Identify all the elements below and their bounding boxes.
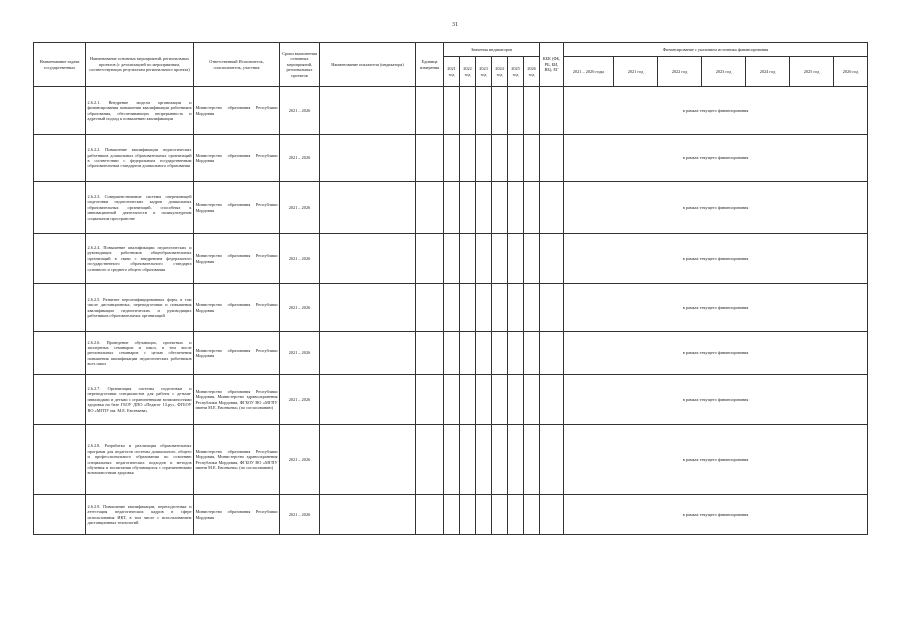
responsible-cell: Министерство образования Республики Мордовия, Министерство здравоохранения Республики Мордовия, ФГБОУ ВО «МГПУ имени М.Е. Евсевьева» (по согласованию) [194,375,280,425]
target-value-cell [444,425,460,495]
term-cell: 2021 – 2026 [280,425,320,495]
target-value-cell [524,375,540,425]
target-value-cell [444,182,460,234]
target-value-cell [460,234,476,284]
task-cell [34,284,86,332]
target-value-cell [476,284,492,332]
header-term: Сроки выполнения основных мероприятий, региональных проектов [280,43,320,87]
term-cell: 2021 – 2026 [280,284,320,332]
target-value-cell [492,135,508,182]
finance-cell: в рамках текущего финансирования [564,495,868,535]
target-value-cell [460,495,476,535]
target-value-cell [460,284,476,332]
target-value-cell [444,332,460,375]
target-value-cell [508,135,524,182]
term-cell: 2021 – 2026 [280,87,320,135]
header-year: 2024 год [492,57,508,87]
header-measure: Наименование основных мероприятий, региональных проектов (с детализацией по мероприятиям, соответствующих результатам регионального проекта) [86,43,194,87]
finance-cell: в рамках текущего финансирования [564,375,868,425]
target-value-cell [476,425,492,495]
header-year: 2023 год [476,57,492,87]
target-value-cell [476,182,492,234]
indicator-cell [320,375,416,425]
target-value-cell [524,425,540,495]
target-value-cell [492,375,508,425]
target-value-cell [460,87,476,135]
header-responsible: Ответственный Исполнитель, соисполнитель, участник [194,43,280,87]
term-cell: 2021 – 2026 [280,182,320,234]
task-cell [34,495,86,535]
indicator-cell [320,332,416,375]
responsible-cell: Министерство образования Республики Мордовия [194,87,280,135]
target-value-cell [524,234,540,284]
target-value-cell [476,234,492,284]
target-value-cell [524,135,540,182]
finance-cell: в рамках текущего финансирования [564,87,868,135]
target-value-cell [524,495,540,535]
measure-cell: 2.6.2.7. Организация системы подготовки и переподготовки специалистов для работы с детьми-инвалидами и детьми с ограниченными возможностями здоровья на базе ГБОУ ДПО «Педагог 13.ру», ФГБОУ ВО «МГПУ им. М.Е. Евсевьева» [86,375,194,425]
header-year: 2021 год [444,57,460,87]
target-value-cell [460,332,476,375]
target-value-cell [508,182,524,234]
finance-cell: в рамках текущего финансирования [564,284,868,332]
measure-cell: 2.6.2.3. Совершенствование системы опережающей подготовки педагогических кадров дошкольных образовательных организаций, способных к инновационной деятельности в поликультурном социальном пространстве [86,182,194,234]
table-row [34,284,868,332]
target-value-cell [460,182,476,234]
page-number: 31 [452,22,458,28]
responsible-cell: Министерство образования Республики Мордовия [194,135,280,182]
finance-cell: в рамках текущего финансирования [564,135,868,182]
measure-cell: 2.6.2.1. Внедрение модели организации и финансирования повышения квалификации работников образования, обеспечивающих непрерывность и адресный подход к повышению квалификации [86,87,194,135]
task-cell [34,375,86,425]
target-value-cell [524,332,540,375]
indicator-cell [320,495,416,535]
target-value-cell [492,87,508,135]
target-value-cell [508,332,524,375]
target-value-cell [508,234,524,284]
target-value-cell [476,332,492,375]
table-row [34,495,868,535]
header-finance-group: Финансирование с указанием источника финансирования [564,43,868,57]
header-fin-year: 2022 год [658,57,702,87]
target-value-cell [444,495,460,535]
kbk-cell [540,87,564,135]
target-value-cell [444,87,460,135]
target-value-cell [492,284,508,332]
unit-cell [416,87,444,135]
unit-cell [416,332,444,375]
indicator-cell [320,87,416,135]
target-value-cell [444,284,460,332]
target-value-cell [444,234,460,284]
kbk-cell [540,495,564,535]
target-value-cell [476,375,492,425]
table-row [34,182,868,234]
target-value-cell [492,234,508,284]
header-fin-year: 2024 год [746,57,790,87]
table-row [34,87,868,135]
term-cell: 2021 – 2026 [280,234,320,284]
indicator-cell [320,182,416,234]
kbk-cell [540,332,564,375]
finance-cell: в рамках текущего финансирования [564,332,868,375]
table-row [34,234,868,284]
indicator-cell [320,234,416,284]
finance-cell: в рамках текущего финансирования [564,234,868,284]
responsible-cell: Министерство образования Республики Мордовия [194,332,280,375]
table-row [34,425,868,495]
task-cell [34,425,86,495]
target-value-cell [460,135,476,182]
target-value-cell [492,332,508,375]
header-unit: Единица измерения [416,43,444,87]
task-cell [34,332,86,375]
target-value-cell [476,495,492,535]
header-fin-year: 2026 год [834,57,868,87]
kbk-cell [540,425,564,495]
term-cell: 2021 – 2026 [280,495,320,535]
target-value-cell [444,135,460,182]
target-value-cell [492,425,508,495]
header-fin-year: 2021 – 2026 годы [564,57,614,87]
unit-cell [416,425,444,495]
task-cell [34,87,86,135]
responsible-cell: Министерство образования Республики Мордовия [194,182,280,234]
indicator-cell [320,284,416,332]
table-row [34,332,868,375]
target-value-cell [460,425,476,495]
header-kbk: КБК (ФБ, РБ, БИ, ВБ), ЕГ [540,43,564,87]
measure-cell: 2.6.2.5. Развитие персонифицированных форм, в том числе дистанционных, переподготовки и повышения квалификации педагогических и руководящих работников образовательных организаций [86,284,194,332]
unit-cell [416,182,444,234]
header-year: 2022 год [460,57,476,87]
task-cell [34,234,86,284]
term-cell: 2021 – 2026 [280,375,320,425]
target-value-cell [476,135,492,182]
indicator-cell [320,425,416,495]
responsible-cell: Министерство образования Республики Мордовия, Министерство здравоохранения Республики Мордовия, ФГБОУ ВО «МГПУ имени М.Е. Евсевьева» (по согласованию) [194,425,280,495]
kbk-cell [540,284,564,332]
target-value-cell [508,375,524,425]
kbk-cell [540,234,564,284]
target-value-cell [524,284,540,332]
measure-cell: 2.6.2.2. Повышение квалификации педагогических работников дошкольных образовательных организаций в соответствии с федеральным государственным образовательным стандартом дошкольного образования [86,135,194,182]
measure-cell: 2.6.2.4. Повышение квалификации педагогических и руководящих работников общеобразовательных организаций в связи с внедрением федерального государственного образовательного стандарта основного и среднего общего образования [86,234,194,284]
header-year: 2026 год [524,57,540,87]
finance-cell: в рамках текущего финансирования [564,425,868,495]
term-cell: 2021 – 2026 [280,332,320,375]
table-row [34,375,868,425]
measure-cell: 2.6.2.6. Проведение обучающих, проектных и экспертных семинаров и школ, в том числе региональных семинаров с целью обеспечения повышения квалификации педагогических работников всех школ [86,332,194,375]
indicator-cell [320,135,416,182]
target-value-cell [508,425,524,495]
unit-cell [416,375,444,425]
program-table [33,42,868,535]
target-value-cell [492,495,508,535]
unit-cell [416,135,444,182]
target-value-cell [460,375,476,425]
finance-cell: в рамках текущего финансирования [564,182,868,234]
measure-cell: 2.6.2.9. Повышение квалификации, переподготовка и аттестация педагогических кадров в сфере использования ИКТ, в том числе с использованием дистанционных технологий [86,495,194,535]
target-value-cell [508,495,524,535]
header-fin-year: 2021 год [614,57,658,87]
target-value-cell [524,87,540,135]
target-value-cell [508,87,524,135]
header-year: 2025 год [508,57,524,87]
unit-cell [416,234,444,284]
task-cell [34,135,86,182]
term-cell: 2021 – 2026 [280,135,320,182]
header-indicator-name: Наименование показателя (индикатора) [320,43,416,87]
target-value-cell [492,182,508,234]
header-fin-year: 2025 год [790,57,834,87]
header-task: Наименование задачи государственных [34,43,86,87]
responsible-cell: Министерство образования Республики Мордовия [194,495,280,535]
kbk-cell [540,182,564,234]
target-value-cell [508,284,524,332]
header-target-group: Значения индикаторов [444,43,540,57]
responsible-cell: Министерство образования Республики Мордовия [194,234,280,284]
target-value-cell [444,375,460,425]
responsible-cell: Министерство образования Республики Мордовия [194,284,280,332]
header-fin-year: 2023 год [702,57,746,87]
task-cell [34,182,86,234]
table-row [34,135,868,182]
kbk-cell [540,375,564,425]
unit-cell [416,495,444,535]
unit-cell [416,284,444,332]
target-value-cell [476,87,492,135]
measure-cell: 2.6.2.8. Разработка и реализация образовательных программ для педагогов системы дошкольного, общего и профессионального образования по освоению специальных педагогических подходов и методов обучения и воспитания обучающихся с ограниченными возможностями здоровья [86,425,194,495]
kbk-cell [540,135,564,182]
target-value-cell [524,182,540,234]
